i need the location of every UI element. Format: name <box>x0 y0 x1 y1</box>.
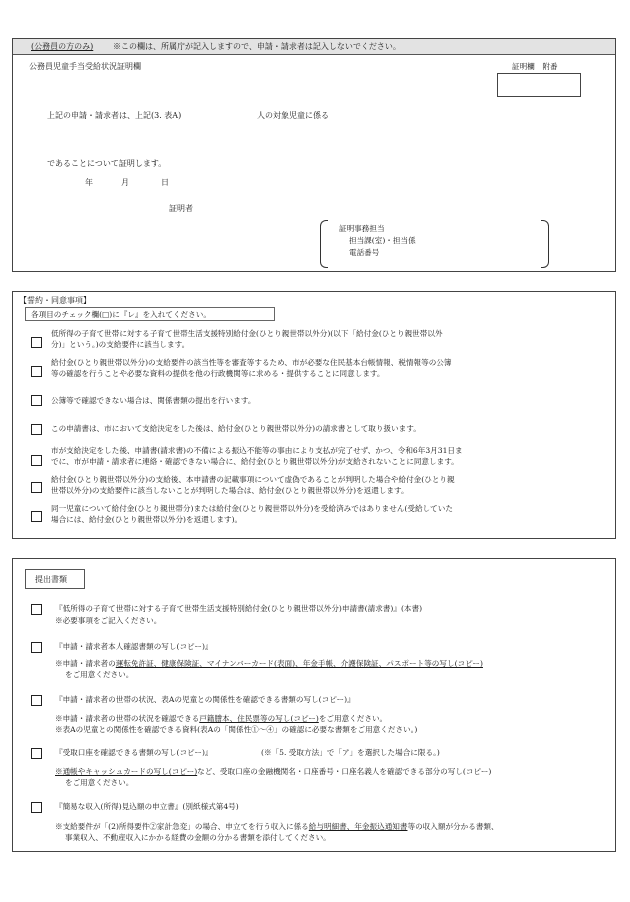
document-2-title: 『申請・請求者本人確認書類の写し(コピー)』 <box>55 642 213 651</box>
contact-line-2: 担当課(室)・担当係 <box>349 236 416 245</box>
contact-line-1: 証明事務担当 <box>339 224 385 233</box>
pledge-checkbox-6[interactable] <box>31 482 42 493</box>
official-header-left: (公務員の方のみ) <box>31 42 94 51</box>
pledge-title: 【誓約・同意事項】 <box>19 296 91 305</box>
official-title: 公務員児童手当受給状況証明欄 <box>29 62 141 71</box>
pledge-checkbox-7[interactable] <box>31 511 42 522</box>
document-5-note-1-pre: ※支給要件が「(2)所得要件②家計急変」の場合、申立てを行う収入に係る <box>55 822 309 831</box>
pledge-checkbox-3[interactable] <box>31 395 42 406</box>
pledge-checkbox-1[interactable] <box>31 337 42 348</box>
pledge-item-1-line-1: 低所得の子育て世帯に対する子育て世帯生活支援特別給付金(ひとり親世帯以外分)(以下「給付金(ひとり親世帯以外 <box>51 329 443 338</box>
document-checkbox-3[interactable] <box>31 695 42 706</box>
pledge-item-6-line-1: 給付金(ひとり親世帯以外分)の支給後、本申請書の記載事項について虚偽であることが判明した場合や給付金(ひとり親 <box>51 475 455 484</box>
official-header-note: ※この欄は、所属庁が記入しますので、申請・請求者は記入しないでください。 <box>113 42 401 51</box>
pledge-checkbox-4[interactable] <box>31 424 42 435</box>
document-2-note-pre: ※申請・請求者の <box>55 659 116 668</box>
pledge-section <box>12 291 616 539</box>
pledge-item-1-line-2: 分)」という。)の支給要件に該当します。 <box>51 340 190 349</box>
document-checkbox-1[interactable] <box>31 604 42 615</box>
document-4-title: 『受取口座を確認できる書類の写し(コピー)』 <box>55 748 213 757</box>
document-4-aside: (※「5. 受取方法」で「ア」を選択した場合に限る。) <box>261 748 440 757</box>
proof-no-label: 証明欄 附番 <box>512 62 558 71</box>
proof-no-field[interactable] <box>497 73 581 97</box>
pledge-checkbox-5[interactable] <box>31 455 42 466</box>
document-3-note-1 <box>55 713 387 724</box>
document-4-note-line-2: をご用意ください。 <box>65 778 134 787</box>
pledge-item-2-line-1: 給付金(ひとり親世帯以外分)の支給要件の該当性等を審査等するため、市が必要な住民基本台帳情報、税情報等の公簿 <box>51 358 452 367</box>
certify-line-1-suffix: 人の対象児童に係る <box>257 111 329 120</box>
date-day: 日 <box>161 178 169 187</box>
pledge-item-6-line-2: 世帯以外分)の支給要件に該当しないことが判明した場合は、給付金(ひとり親世帯以外分)を返還します。 <box>51 486 409 495</box>
documents-section <box>12 558 616 852</box>
official-section <box>12 38 616 272</box>
pledge-item-5-line-2: でに、市が申請・請求者に連絡・確認できない場合に、給付金(ひとり親世帯以外分)が支給されないことに同意します。 <box>51 457 459 466</box>
document-checkbox-4[interactable] <box>31 748 42 759</box>
document-5-note-1-underlined: 給与明細書、年金振込通知書 <box>308 822 408 831</box>
document-3-note-2: ※表Aの児童との関係性を確認できる資料(表Aの「関係性①～④」の確認に必要な書類をご用意ください。) <box>55 725 418 734</box>
document-5-title: 『簡易な収入(所得)見込額の申立書』(別紙様式第4号) <box>55 802 239 811</box>
contact-bracket-left <box>320 220 328 268</box>
date-month: 月 <box>121 178 129 187</box>
pledge-item-7-line-2: 場合には、給付金(ひとり親世帯以外分)を返還します)。 <box>51 515 243 524</box>
pledge-checkbox-2[interactable] <box>31 366 42 377</box>
document-5-note-1-post: 等の収入額が分かる書類、 <box>407 822 499 831</box>
document-4-note <box>55 766 491 777</box>
pledge-item-5-line-1: 市が支給決定をした後、申請書(請求書)の不備による振込不能等の事由により支払が完了せず、かつ、令和6年3月31日ま <box>51 446 463 455</box>
pledge-instruction: 各項目のチェック欄(□)に『レ』を入れてください。 <box>31 310 211 319</box>
document-4-note-post: など、受取口座の金融機関名・口座番号・口座名義人を確認できる部分の写し(コピー) <box>197 767 492 776</box>
pledge-item-2-line-2: 等の確認を行うことや必要な資料の提供を他の行政機関等に求める・提供することに同意します。 <box>51 369 385 378</box>
document-3-note-1-underlined: 戸籍謄本、住民票等の写し(コピー) <box>199 714 319 723</box>
document-1-title: 『低所得の子育て世帯に対する子育て世帯生活支援特別給付金(ひとり親世帯以外分)申請書(請求書)』(本書) <box>55 604 423 613</box>
document-4-note-underlined: ※通帳やキャッシュカードの写し(コピー) <box>55 767 198 776</box>
document-3-note-1-pre: ※申請・請求者の世帯の状況を確認できる <box>55 714 200 723</box>
contact-bracket-right <box>541 220 549 268</box>
documents-title: 提出書類 <box>35 575 67 584</box>
certify-line-1-prefix: 上記の申請・請求者は、上記(3. 表A) <box>47 111 182 120</box>
document-checkbox-5[interactable] <box>31 802 42 813</box>
certify-line-2: であることについて証明します。 <box>47 159 167 168</box>
document-3-note-1-post: をご用意ください。 <box>318 714 388 723</box>
pledge-item-3-line-1: 公簿等で確認できない場合は、関係書類の提出を行います。 <box>51 396 256 405</box>
document-5-note-2: 事業収入、不動産収入にかかる経費の金額の分かる書類を添付してください。 <box>65 833 331 842</box>
document-3-title: 『申請・請求者の世帯の状況、表Aの児童との関係性を確認できる書類の写し(コピー)』 <box>55 695 355 704</box>
pledge-item-4-line-1: この申請書は、市において支給決定をした後は、給付金(ひとり親世帯以外分)の請求書として取り扱います。 <box>51 424 421 433</box>
document-2-note-post: をご用意ください。 <box>65 670 134 679</box>
document-2-note-underlined: 運転免許証、健康保険証、マイナンバーカード(表面)、年金手帳、介護保険証、パスポート等の写し(コピー) <box>115 659 483 668</box>
document-2-note <box>55 658 483 669</box>
contact-line-3: 電話番号 <box>349 248 380 257</box>
certifier-label: 証明者 <box>169 204 193 213</box>
pledge-item-7-line-1: 同一児童について給付金(ひとり親世帯分)または給付金(ひとり親世帯以外分)を受給済みではありません(受給していた <box>51 504 453 513</box>
document-1-note: ※必要事項をご記入ください。 <box>55 616 162 625</box>
document-5-note-1 <box>55 821 499 832</box>
date-year: 年 <box>85 178 93 187</box>
document-checkbox-2[interactable] <box>31 642 42 653</box>
